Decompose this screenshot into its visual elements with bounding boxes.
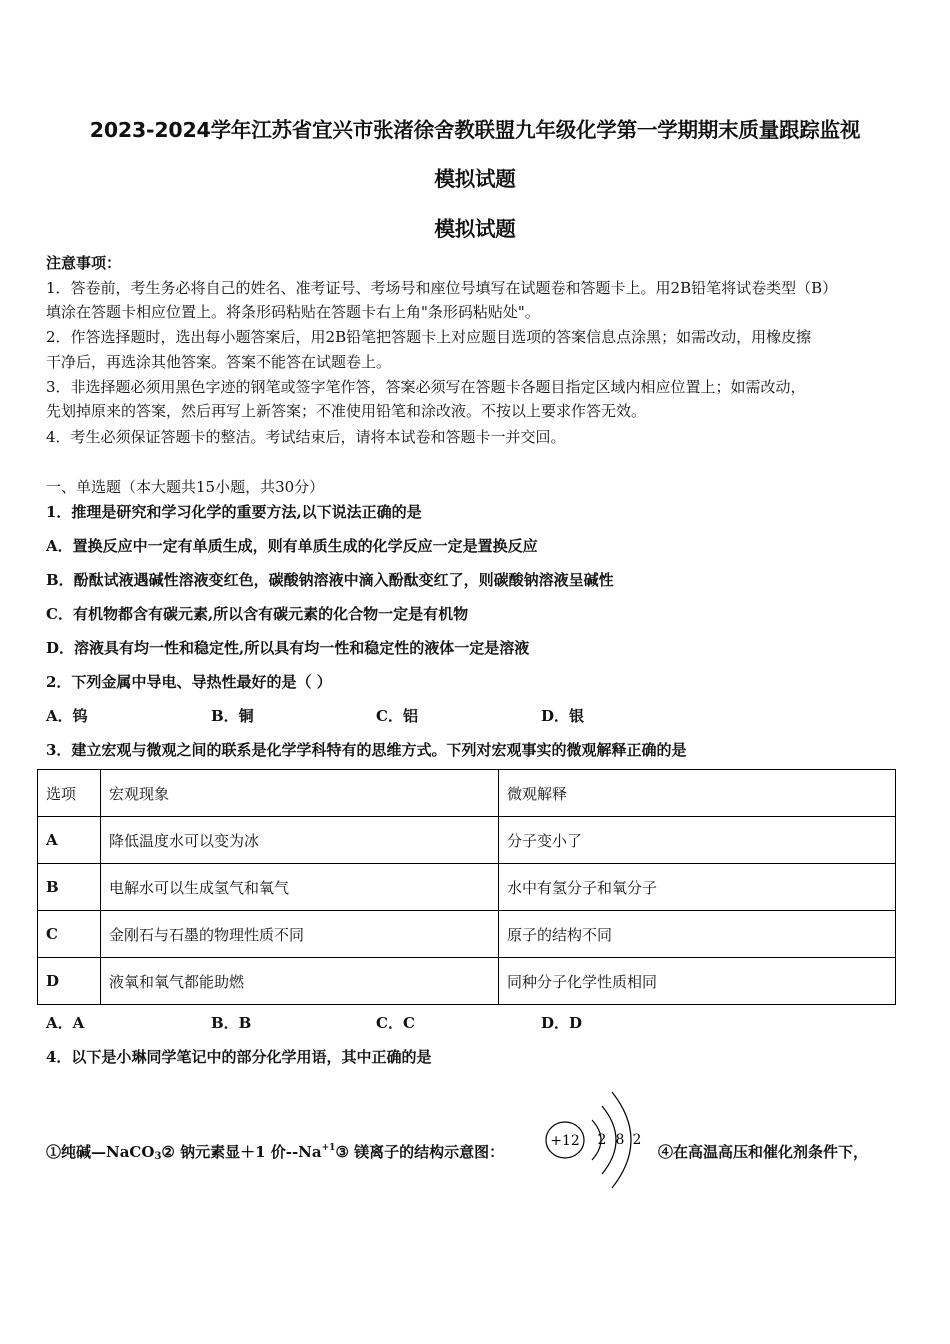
question-4-items-line [46,1141,504,1162]
exam-title-line3: 模拟试题 [434,217,516,241]
table-header-cell: 选项 [38,770,101,817]
table-cell: 原子的结构不同 [499,911,896,958]
item-3-text: ③ 镁离子的结构示意图： [335,1143,505,1161]
question-3-option-c: C．C [376,1014,415,1032]
item-1-subscript: 3 [154,1151,162,1162]
notice-line: 干净后，再选涂其他答案。答案不能答在试题卷上。 [46,353,392,371]
table-cell: B [38,864,101,911]
table-header-cell: 微观解释 [499,770,896,817]
notice-line: 先划掉原来的答案，然后再写上新答案；不准使用铅笔和涂改液。不按以上要求作答无效。 [46,402,647,420]
notice-heading: 注意事项： [46,254,122,272]
nucleus-charge: +12 [550,1133,580,1149]
question-3-table [37,769,896,1005]
item-2-text: ② 钠元素显＋1 价--Na [161,1143,322,1161]
table-cell: 水中有氢分子和氧分子 [499,864,896,911]
question-1-option-a: A．置换反应中一定有单质生成，则有单质生成的化学反应一定是置换反应 [46,537,538,555]
exam-title-line2: 模拟试题 [434,167,516,191]
table-cell: 金刚石与石墨的物理性质不同 [101,911,499,958]
shell-electron-count: 2 [597,1132,607,1148]
question-2-option-d: D．银 [541,707,585,725]
question-3-option-a: A．A [46,1014,85,1032]
table-cell: 电解水可以生成氢气和氧气 [101,864,499,911]
table-row [38,958,896,1005]
notice-line: 填涂在答题卡相应位置上。将条形码粘贴在答题卡右上角"条形码粘贴处"。 [46,303,540,321]
table-row [38,911,896,958]
table-cell: A [38,817,101,864]
item-2-superscript: +1 [321,1143,336,1153]
table-header-row [38,770,896,817]
table-cell: 分子变小了 [499,817,896,864]
question-4-stem: 4．以下是小琳同学笔记中的部分化学用语，其中正确的是 [46,1048,432,1066]
table-cell: 液氧和氧气都能助燃 [101,958,499,1005]
question-1-option-c: C．有机物都含有碳元素,所以含有碳元素的化合物一定是有机物 [46,605,469,623]
table-header-cell: 宏观现象 [101,770,499,817]
question-2-option-a: A．钨 [46,707,88,725]
shell-electron-count: 2 [632,1132,642,1148]
question-1-option-d: D．溶液具有均一性和稳定性,所以具有均一性和稳定性的液体一定是溶液 [46,639,530,657]
table-cell: C [38,911,101,958]
question-2-stem: 2．下列金属中导电、导热性最好的是（ ） [46,673,332,691]
question-3-stem: 3．建立宏观与微观之间的联系是化学学科特有的思维方式。下列对宏观事实的微观解释正确的是 [46,741,687,759]
table-row [38,817,896,864]
table-cell: 降低温度水可以变为冰 [101,817,499,864]
question-1-option-b: B．酚酞试液遇碱性溶液变红色，碳酸钠溶液中滴入酚酞变红了，则碳酸钠溶液呈碱性 [46,571,614,589]
table-row [38,864,896,911]
notice-line: 4．考生必须保证答题卡的整洁。考试结束后，请将本试卷和答题卡一并交回。 [46,428,566,446]
shell-electron-count: 8 [615,1132,625,1148]
question-3-option-d: D．D [541,1014,583,1032]
section-heading: 一、单选题（本大题共15小题，共30分） [46,478,325,496]
magnesium-atom-structure-diagram [540,1086,650,1196]
table-cell: 同种分子化学性质相同 [499,958,896,1005]
question-2-option-b: B．铜 [211,707,254,725]
notice-line: 1．答卷前，考生务必将自己的姓名、准考证号、考场号和座位号填写在试题卷和答题卡上。用2B铅笔将试卷类型（B） [46,279,838,297]
notice-line: 2．作答选择题时，选出每小题答案后，用2B铅笔把答题卡上对应题目选项的答案信息点涂黑；如需改动，用橡皮擦 [46,328,812,346]
item-1-text: ①纯碱—NaCO [46,1143,155,1161]
table-cell: D [38,958,101,1005]
notice-line: 3．非选择题必须用黑色字迹的钢笔或签字笔作答，答案必须写在答题卡各题目指定区域内相应位置上；如需改动， [46,378,806,396]
item-4-text: ④在高温高压和催化剂条件下， [658,1143,869,1161]
question-2-option-c: C．铝 [376,707,418,725]
exam-title-line1: 2023-2024学年江苏省宜兴市张渚徐舍教联盟九年级化学第一学期期末质量跟踪监视 [89,118,861,142]
question-3-option-b: B．B [211,1014,252,1032]
question-1-stem: 1．推理是研究和学习化学的重要方法,以下说法正确的是 [46,503,422,521]
